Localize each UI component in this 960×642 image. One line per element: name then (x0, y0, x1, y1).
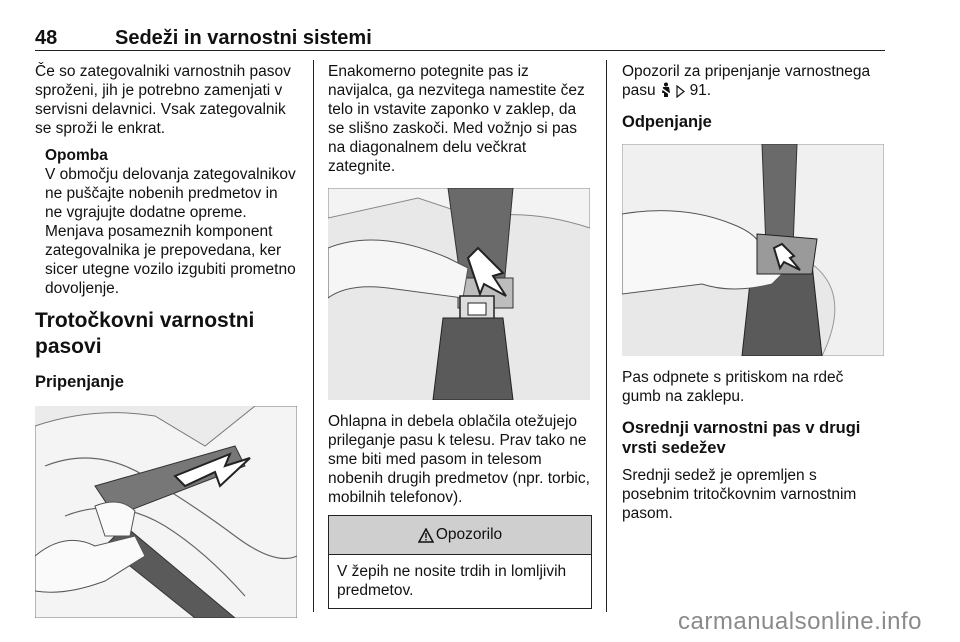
section-heading (35, 308, 297, 360)
reminder-page-reference: 91. (689, 82, 712, 99)
seatbelt-reminder-icon (660, 82, 672, 98)
reminder-paragraph (622, 62, 886, 100)
column-3 (622, 62, 886, 523)
subheading-fastening: Pripenjanje (35, 373, 124, 391)
note-text: V območju delovanja zategovalnikov ne puščajte nobenih predmetov in ne vgrajujte dodatne opreme. Menjava posameznih komponent zategovalnika je prepovedana, ker sicer utegne vozilo izgubiti prometno dovoljenje. (45, 166, 296, 297)
page-reference-icon (676, 85, 685, 98)
intro-paragraph: Če so zategovalniki varnostnih pasov sproženi, jih je potrebno zamenjati v servisni delavnici. Vsak zategovalnik se sproži le enkrat. (35, 63, 291, 137)
figure-buckle-insert (328, 188, 590, 400)
reminder-text: Opozoril za pripenjanje varnostnega (622, 63, 871, 80)
watermark: carmanualsonline.info (678, 608, 922, 635)
warning-box (328, 515, 592, 609)
section-heading-line: Trotočkovni varnostni (35, 309, 255, 332)
page-title: Sedeži in varnostni sistemi (115, 27, 372, 49)
subheading-middle-belt (622, 418, 886, 458)
column-1 (35, 62, 297, 618)
warning-header (329, 516, 591, 555)
column-divider (606, 60, 607, 612)
note-block (45, 146, 297, 298)
page-header (35, 22, 885, 51)
warning-title: Opozorilo (435, 526, 503, 543)
note-title: Opomba (45, 147, 108, 164)
section-heading-line: pasovi (35, 335, 102, 358)
figure-fastening-belt (35, 406, 297, 618)
subheading-line: Osrednji varnostni pas v drugi (622, 419, 861, 437)
reminder-text: pasu (622, 82, 656, 99)
unfasten-paragraph: Pas odpnete s pritiskom na rdeč gumb na zaklepu. (622, 369, 844, 405)
subheading-line: vrsti sedežev (622, 439, 726, 457)
middle-belt-paragraph: Srednji sedež je opremljen s posebnim tritočkovnim varnostnim pasom. (622, 467, 857, 522)
subheading-unfastening: Odpenjanje (622, 113, 712, 131)
warning-triangle-icon (418, 528, 434, 543)
figure-unfastening (622, 144, 884, 356)
column-2 (328, 62, 592, 609)
clothing-paragraph: Ohlapna in debela oblačila otežujejo prileganje pasu k telesu. Prav tako ne sme biti med pasom in telesom nobenih drugih predmetov (npr. torbic, mobilnih telefonov). (328, 413, 590, 506)
fasten-instructions: Enakomerno potegnite pas iz navijalca, ga nezvitega namestite čez telo in vstavite zaponko v zaklep, da se slišno zaskoči. Med vožnjo si pas na diagonalnem delu večkrat zategnite. (328, 63, 585, 175)
warning-text: V žepih ne nosite trdih in lomljivih predmetov. (337, 563, 567, 599)
column-divider (313, 60, 314, 612)
page-number: 48 (35, 27, 58, 49)
